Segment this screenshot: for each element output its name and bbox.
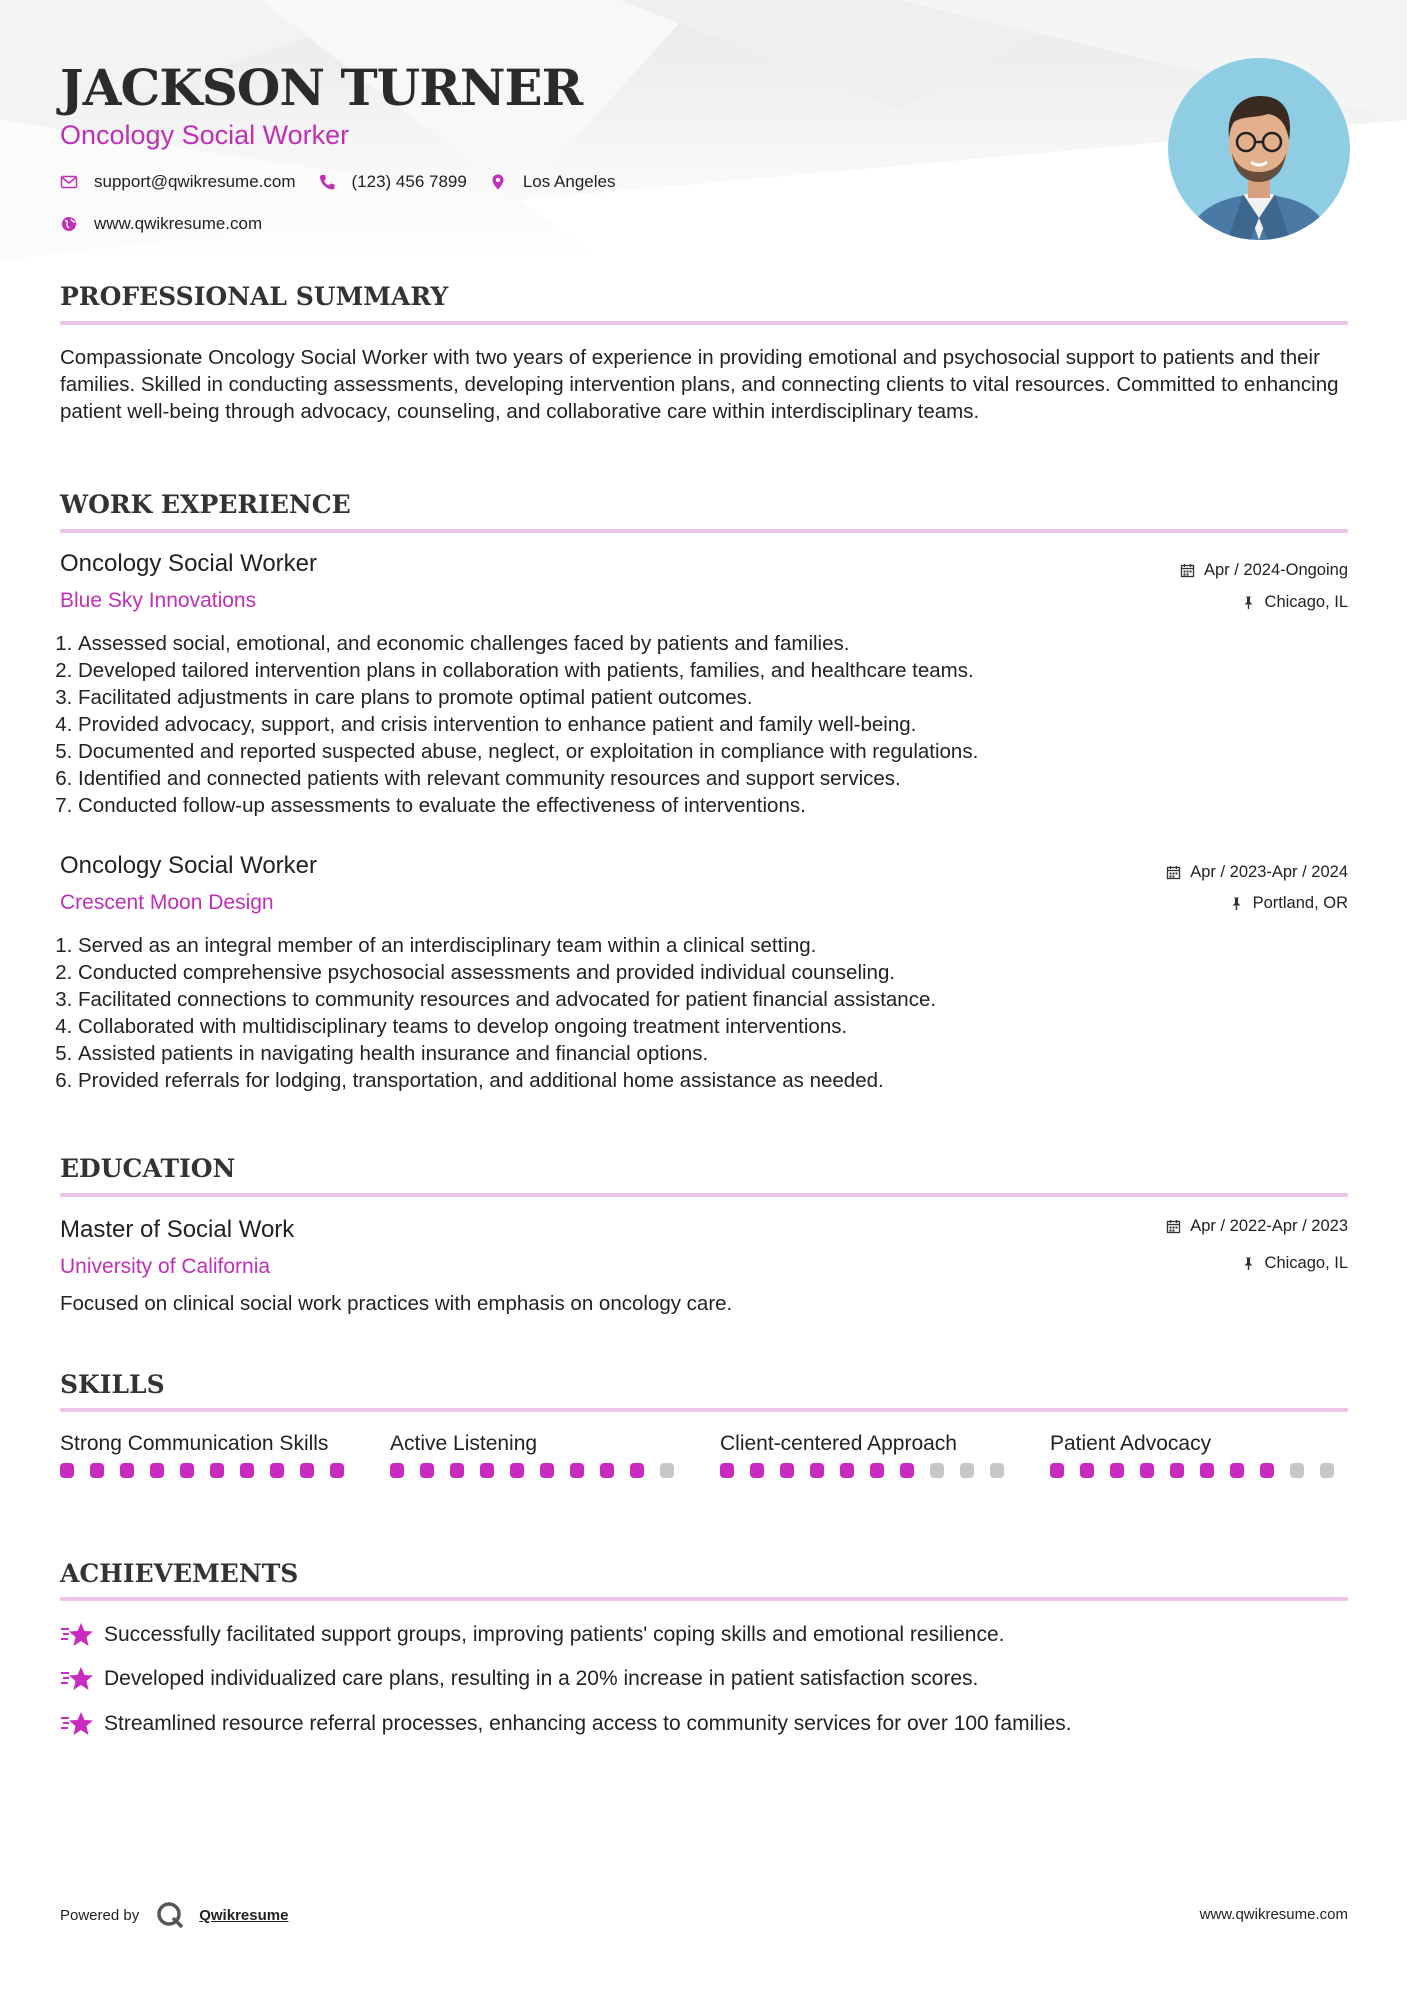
skill-item bbox=[720, 1430, 1020, 1478]
list-item: 5. Assisted patients in navigating health insurance and financial options. bbox=[78, 1040, 1348, 1067]
skill-rating bbox=[720, 1463, 1020, 1478]
pushpin-icon bbox=[1241, 1256, 1256, 1271]
rating-dot bbox=[180, 1463, 194, 1478]
rating-dot bbox=[150, 1463, 164, 1478]
rating-dot bbox=[270, 1463, 284, 1478]
rating-dot bbox=[990, 1463, 1004, 1478]
contact-row-1 bbox=[60, 172, 637, 192]
list-item: 5. Documented and reported suspected abuse, neglect, or exploitation in compliance with regulations. bbox=[78, 738, 1348, 765]
skills-divider bbox=[60, 1408, 1348, 1412]
job-2-bullets bbox=[60, 932, 1348, 1094]
rating-dot bbox=[780, 1463, 794, 1478]
profile-photo bbox=[1168, 58, 1350, 240]
star-icon bbox=[60, 1620, 94, 1650]
list-item: 7. Conducted follow-up assessments to evaluate the effectiveness of interventions. bbox=[78, 792, 1348, 819]
rating-dot bbox=[420, 1463, 434, 1478]
rating-dot bbox=[930, 1463, 944, 1478]
achievement-item bbox=[60, 1620, 1004, 1650]
skill-item bbox=[60, 1430, 360, 1478]
rating-dot bbox=[660, 1463, 674, 1478]
calendar-icon bbox=[1166, 1219, 1181, 1234]
rating-dot bbox=[510, 1463, 524, 1478]
calendar-icon bbox=[1166, 865, 1181, 880]
contact-email[interactable] bbox=[60, 172, 296, 192]
job-1-dates-text: Apr / 2024-Ongoing bbox=[1203, 561, 1348, 579]
rating-dot bbox=[330, 1463, 344, 1478]
list-item: 3. Facilitated connections to community resources and advocated for patient financial assistance. bbox=[78, 986, 1348, 1013]
footer-powered-by bbox=[60, 1900, 288, 1930]
rating-dot bbox=[1080, 1463, 1094, 1478]
globe-icon bbox=[60, 215, 78, 233]
rating-dot bbox=[450, 1463, 464, 1478]
list-item: 2. Developed tailored intervention plans in collaboration with patients, families, and healthcare teams. bbox=[78, 657, 1348, 684]
job-1-company: Blue Sky Innovations bbox=[60, 589, 257, 612]
rating-dot bbox=[600, 1463, 614, 1478]
list-item: 1. Assessed social, emotional, and economic challenges faced by patients and families. bbox=[78, 630, 1348, 657]
job-1-dates bbox=[1180, 561, 1348, 580]
summary-divider bbox=[60, 321, 1348, 325]
skills-heading: SKILLS bbox=[60, 1370, 165, 1399]
skill-rating bbox=[1050, 1463, 1350, 1478]
rating-dot bbox=[210, 1463, 224, 1478]
contact-phone[interactable] bbox=[318, 172, 467, 192]
rating-dot bbox=[1170, 1463, 1184, 1478]
rating-dot bbox=[720, 1463, 734, 1478]
achievements-heading: ACHIEVEMENTS bbox=[60, 1559, 299, 1588]
rating-dot bbox=[120, 1463, 134, 1478]
star-icon bbox=[60, 1664, 94, 1694]
portrait-illustration bbox=[1168, 58, 1350, 240]
education-dates bbox=[1166, 1217, 1348, 1236]
skill-item bbox=[1050, 1430, 1350, 1478]
education-dates-text: Apr / 2022-Apr / 2023 bbox=[1190, 1217, 1348, 1235]
powered-by-label: Powered by bbox=[60, 1906, 140, 1924]
summary-heading: PROFESSIONAL SUMMARY bbox=[60, 282, 449, 311]
calendar-icon bbox=[1180, 563, 1195, 578]
phone-text: (123) 456 7899 bbox=[351, 172, 467, 191]
list-item: 4. Collaborated with multidisciplinary teams to develop ongoing treatment interventions. bbox=[78, 1013, 1348, 1040]
education-location bbox=[1241, 1254, 1348, 1273]
job-1-title: Oncology Social Worker bbox=[60, 550, 317, 577]
list-item: 2. Conducted comprehensive psychosocial assessments and provided individual counseling. bbox=[78, 959, 1348, 986]
envelope-icon bbox=[60, 173, 78, 191]
list-item: 6. Identified and connected patients with relevant community resources and support services. bbox=[78, 765, 1348, 792]
education-school: University of California bbox=[60, 1255, 271, 1278]
list-item: 1. Served as an integral member of an interdisciplinary team within a clinical setting. bbox=[78, 932, 1348, 959]
star-icon bbox=[60, 1709, 94, 1739]
achievement-text: Developed individualized care plans, resulting in a 20% increase in patient satisfaction scores. bbox=[104, 1667, 979, 1690]
rating-dot bbox=[390, 1463, 404, 1478]
rating-dot bbox=[1140, 1463, 1154, 1478]
rating-dot bbox=[1110, 1463, 1124, 1478]
skill-item bbox=[390, 1430, 690, 1478]
job-2-location-text: Portland, OR bbox=[1252, 894, 1348, 912]
rating-dot bbox=[900, 1463, 914, 1478]
achievement-item bbox=[60, 1709, 1072, 1739]
list-item: 6. Provided referrals for lodging, transportation, and additional home assistance as needed. bbox=[78, 1067, 1348, 1094]
achievement-item bbox=[60, 1664, 978, 1694]
skill-name: Strong Communication Skills bbox=[60, 1432, 329, 1455]
rating-dot bbox=[630, 1463, 644, 1478]
rating-dot bbox=[240, 1463, 254, 1478]
candidate-title: Oncology Social Worker bbox=[60, 120, 350, 150]
rating-dot bbox=[1200, 1463, 1214, 1478]
email-text: support@qwikresume.com bbox=[94, 172, 296, 191]
rating-dot bbox=[1290, 1463, 1304, 1478]
job-2-dates-text: Apr / 2023-Apr / 2024 bbox=[1190, 863, 1348, 881]
rating-dot bbox=[1050, 1463, 1064, 1478]
job-2-dates bbox=[1166, 863, 1348, 882]
skill-name: Active Listening bbox=[390, 1432, 538, 1455]
education-location-text: Chicago, IL bbox=[1264, 1254, 1348, 1272]
education-divider bbox=[60, 1193, 1348, 1197]
qwikresume-logo-icon bbox=[155, 1900, 185, 1930]
rating-dot bbox=[870, 1463, 884, 1478]
website-text: www.qwikresume.com bbox=[94, 214, 263, 233]
skill-name: Client-centered Approach bbox=[720, 1432, 957, 1455]
achievement-text: Successfully facilitated support groups, improving patients' coping skills and emotional resilience. bbox=[104, 1623, 1005, 1646]
rating-dot bbox=[540, 1463, 554, 1478]
rating-dot bbox=[300, 1463, 314, 1478]
education-heading: EDUCATION bbox=[60, 1154, 236, 1183]
location-text: Los Angeles bbox=[522, 172, 616, 191]
rating-dot bbox=[90, 1463, 104, 1478]
map-pin-icon bbox=[489, 173, 507, 191]
rating-dot bbox=[750, 1463, 764, 1478]
rating-dot bbox=[960, 1463, 974, 1478]
pushpin-icon bbox=[1229, 896, 1244, 911]
skill-rating bbox=[390, 1463, 690, 1478]
rating-dot bbox=[480, 1463, 494, 1478]
job-1-bullets bbox=[60, 630, 1348, 819]
experience-divider bbox=[60, 529, 1348, 533]
education-degree: Master of Social Work bbox=[60, 1216, 295, 1243]
rating-dot bbox=[840, 1463, 854, 1478]
job-1-location bbox=[1241, 593, 1348, 612]
skill-name: Patient Advocacy bbox=[1050, 1432, 1212, 1455]
candidate-name: JACKSON TURNER bbox=[60, 58, 583, 117]
summary-text: Compassionate Oncology Social Worker with two years of experience in providing emotional and psychosocial support to patients and their families. Skilled in conducting assessments, developing intervention plans, and connecting clients to vital resources. Committed to enhancing patient well-being through advocacy, counseling, and collaborative care within interdisciplinary teams. bbox=[60, 346, 1339, 423]
qwikresume-link[interactable]: Qwikresume bbox=[199, 1906, 289, 1924]
contact-row-2 bbox=[60, 214, 284, 234]
job-2-location bbox=[1229, 894, 1348, 913]
achievement-text: Streamlined resource referral processes, enhancing access to community services for over 100 families. bbox=[104, 1712, 1072, 1735]
job-2-company: Crescent Moon Design bbox=[60, 891, 274, 914]
job-2-title: Oncology Social Worker bbox=[60, 852, 317, 879]
rating-dot bbox=[1320, 1463, 1334, 1478]
rating-dot bbox=[1230, 1463, 1244, 1478]
experience-heading: WORK EXPERIENCE bbox=[60, 490, 351, 519]
achievements-divider bbox=[60, 1597, 1348, 1601]
skill-rating bbox=[60, 1463, 360, 1478]
list-item: 4. Provided advocacy, support, and crisis intervention to enhance patient and family well-being. bbox=[78, 711, 1348, 738]
phone-icon bbox=[318, 173, 336, 191]
contact-location bbox=[489, 172, 616, 192]
rating-dot bbox=[1260, 1463, 1274, 1478]
pushpin-icon bbox=[1241, 595, 1256, 610]
contact-website[interactable] bbox=[60, 214, 262, 234]
list-item: 3. Facilitated adjustments in care plans to promote optimal patient outcomes. bbox=[78, 684, 1348, 711]
footer-website[interactable]: www.qwikresume.com bbox=[1199, 1906, 1348, 1923]
education-description: Focused on clinical social work practices with emphasis on oncology care. bbox=[60, 1292, 733, 1315]
rating-dot bbox=[810, 1463, 824, 1478]
job-1-location-text: Chicago, IL bbox=[1264, 593, 1348, 611]
rating-dot bbox=[570, 1463, 584, 1478]
rating-dot bbox=[60, 1463, 74, 1478]
